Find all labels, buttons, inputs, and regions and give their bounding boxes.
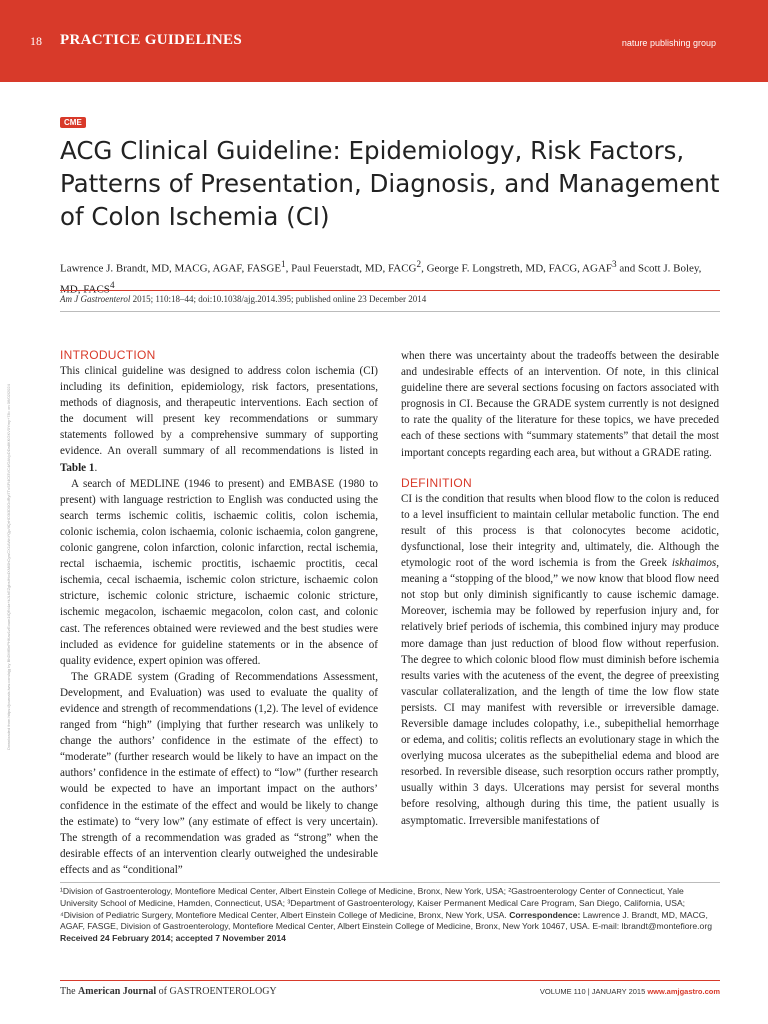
website-link[interactable]: www.amjgastro.com	[647, 987, 720, 996]
page-number: 18	[30, 34, 42, 48]
table-1-reference[interactable]: Table 1	[60, 461, 95, 474]
received-dates: Received 24 February 2014; accepted 7 November 2014	[60, 933, 286, 944]
author-longstreth: , George F. Longstreth, MD, FACG, AGAF	[421, 262, 613, 275]
intro-paragraph-3: The GRADE system (Grading of Recommendations Assessment, Development, and Evaluation) was used to evaluate the quality of evidence and strength of recommendations (1,2). The level of evidence ranged from “high” (implying that further research was unlikely to change the authors’ confidence in the estimate of the effect) to “moderate” (further research would be likely to have an impact on the authors’ confidence in the estimate of effect) to “low” (further research would be expected to have an important impact on the authors’ confidence in the estimate of the effect and would be likely to change the estimate) to “very low” (any estimate of effect is very uncertain). The strength of a recommendation was graded as “strong” when the desirable effects of an intervention clearly outweighed the undesirable effects and as “conditional”	[60, 670, 378, 876]
definition-paragraph: CI is the condition that results when blood flow to the colon is reduced to a level insufficient to maintain cellular metabolic function. The end result of this process is that colonocytes become acidotic, dysfunctional, lose their integrity and, ultimately, die. Although the etymologic root of the word ischemia is from the Greek iskhaimos, meaning a “stopping of the blood,” we now know that blood flow need not stop but only diminish significantly to cause ischemic damage. Moreover, ischemia may be followed by reperfusion injury and, for relatively brief periods of ischemia, this combined injury may produce more damage than just reduction of blood flow without reperfusion. The degree to which colonic blood flow must diminish before ischemia results varies with the acuteness of the event, the degree of preexisting vascular collateralization, and the length of time the low flow state persists. CI may manifest with reversible or irreversible damage. Reversible damage includes colopathy, i.e., subepithelial hemorrhage or edema, and colitis; colitis reflects an evolutionary stage in which the overlying mucosa ulcerates as the subepithelial edema and blood are resorbed. In reversible disease, such resorption occurs rather promptly, usually within 3 days. Ulcerations may persist for several months before resolving, although during this time, the patient usually is asymptomatic. Irreversible manifestations of	[401, 492, 719, 827]
affiliations: ¹Division of Gastroenterology, Montefiore Medical Center, Albert Einstein College of Medicine, Bronx, New York, USA; ²Gastroenterology Center of Connecticut, Yale University School of Medicine, Hamden, Connecticut, USA; ³Department of Gastroenterology, Kaiser Permanent Medical Care Program, San Diego, California, USA; ⁴Division of Pediatric Surgery, Montefiore Medical Center, Albert Einstein College of Medicine, Bronx, New York, USA. Correspondence: Lawrence J. Brandt, MD, MACG, AGAF, FASGE, Division of Gastroenterology, Montefiore Medical Center, Albert Einstein College of Medicine, Bronx, New York 10467, USA. E-mail: lbrandt@montefiore.org	[60, 886, 712, 932]
author-affiliation-mark: 1	[281, 259, 286, 269]
definition-heading: DEFINITION	[401, 475, 472, 490]
divider	[60, 311, 720, 312]
correspondence-label: Correspondence:	[509, 909, 581, 920]
journal-name: The American Journal of GASTROENTEROLOGY	[60, 986, 277, 997]
author-feuerstadt: , Paul Feuerstadt, MD, FACG	[285, 262, 417, 275]
author-affiliation-mark: 2	[416, 259, 422, 269]
cme-badge: CME	[60, 117, 86, 128]
publisher-label: nature publishing group	[621, 38, 716, 48]
introduction-heading: INTRODUCTION	[60, 348, 156, 362]
footnotes	[60, 886, 720, 945]
column-left	[60, 348, 378, 878]
citation-details: 2015; 110:18–44; doi:10.1038/ajg.2014.395; published online 23 December 2014	[130, 294, 427, 304]
intro-paragraph-3-continued: when there was uncertainty about the tradeoffs between the desirable and undesirable effects of an intervention. Of note, in this clinical guideline there are several sections focusing on factors associated with prognosis in CI. Because the GRADE system currently is not designed to rate the quality of the literature for these topics, we have preceded each of these sections with “summary statements” that detail the most important concepts regarding each area, but without a GRADE rating.	[401, 350, 719, 459]
divider	[60, 980, 720, 981]
divider	[60, 290, 720, 291]
divider	[60, 882, 720, 883]
column-right	[401, 348, 719, 829]
author-brandt: Lawrence J. Brandt, MD, MACG, AGAF, FASGE	[60, 262, 282, 275]
journal-abbrev: Am J Gastroenterol	[60, 294, 131, 304]
author-boley: and Scott J. Boley,	[619, 262, 702, 275]
author-list	[60, 256, 720, 297]
citation-line	[60, 294, 720, 304]
volume-info: VOLUME 110 | JANUARY 2015 www.amjgastro.com	[539, 987, 720, 996]
greek-term: iskhaimos	[671, 557, 717, 570]
section-label: PRACTICE GUIDELINES	[60, 32, 242, 48]
author-affiliation-mark: 4	[109, 279, 115, 290]
author-affiliation-mark: 3	[612, 259, 617, 269]
intro-paragraph-2: A search of MEDLINE (1946 to present) and EMBASE (1980 to present) with language restriction to English was conducted using the search terms ischemic colitis, ischaemic colitis, colon ischemia, colonic ischemia, colon ischaemia, colonic ischaemia, colon gangrene, colonic gangrene, colon infarction, colonic infarction, rectal ischemia, rectal ischaemia, ischemic proctitis, ischaemic proctitis, cecal ischemia, cecal ischaemia, ischemic colon stricture, ischaemic colon stricture, ischemic colonic stricture, ischaemic colonic stricture, ischemic megacolon, ischaemic megacolon, colon cast, and colonic cast. The references obtained were reviewed and the best studies were included as evidence for guideline statements or in the absence of quality evidence, expert opinion was offered.	[60, 477, 378, 667]
article-title: ACG Clinical Guideline: Epidemiology, Risk Factors, Patterns of Presentation, Diagnosis, and Management of Colon Ischemia (CI)	[60, 136, 720, 231]
header-bar	[0, 0, 768, 82]
intro-paragraph-1: This clinical guideline was designed to address colon ischemia (CI) including its definition, epidemiology, risk factors, presentations, methods of diagnosis, and therapeutic interventions. Each section of the document will present key recommendations or summary statements followed by a comprehensive summary of supporting evidence. An overall summary of all recommendations is listed in Table 1.	[60, 365, 378, 474]
download-watermark: Downloaded from https://journals.lww.com/ajg by BhDMf5ePHKav1zEoum1tQfN4a+kJLhEZgbsIHo4XMi0hCywCX1AWnYQp/IlQrHD3i3D0OdRyi7TvSFl4Cf3VC4/OAVpDDa8KKGKV0Ymy+78= on 06/02/2024	[6, 384, 11, 750]
